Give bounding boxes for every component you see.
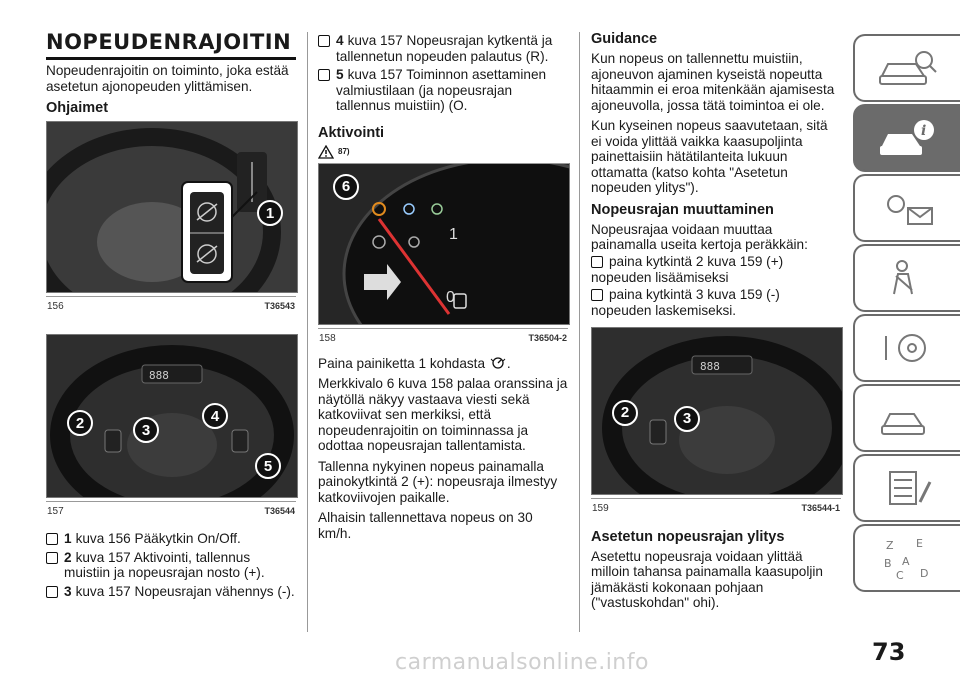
svg-text:D: D: [919, 567, 928, 580]
column-divider: [579, 32, 580, 632]
svg-text:i: i: [920, 123, 926, 139]
change-limit-paragraph: Nopeusrajaa voidaan muuttaa painamalla useita kertoja peräkkäin:: [591, 221, 808, 252]
figure-156: [46, 121, 298, 293]
guidance-paragraph-2: Kun kyseinen nopeus saavutetaan, sitä ei voida ylittää vaikka kaasupoljinta painettaisiin hätätilanteita lukuun ottamatta (katso kohta "Asetetun nopeuden ylitys").: [591, 118, 828, 195]
figure-callout-1: 1: [257, 200, 283, 226]
checklist-wrench-icon: [876, 466, 940, 510]
activation-paragraph-3: Tallenna nykyinen nopeus painamalla painokytkintä 2 (+): nopeusraja ilmestyy katkoviivojen paikalle.: [318, 458, 558, 505]
svg-text:A: A: [901, 555, 910, 568]
checkbox-bullet-icon: [318, 69, 330, 81]
list-item: paina kytkintä 2 kuva 159 (+): [591, 254, 841, 270]
svg-text:B: B: [883, 557, 892, 570]
checkbox-bullet-icon: [318, 35, 330, 47]
figure-callout-3: 3: [674, 406, 700, 432]
intro-text: Nopeudenrajoitin on toiminto, joka estää asetetun ajonopeuden ylittämisen.: [46, 63, 289, 94]
activation-paragraph-1: Paina painiketta 1 kohdasta .: [318, 355, 511, 371]
page-number: 73: [872, 638, 906, 666]
warning-triangle-icon: [318, 145, 334, 159]
warning-light-envelope-icon: [876, 186, 940, 230]
checkbox-bullet-icon: [46, 533, 58, 545]
list-item: 3 kuva 157 Nopeusrajan vähennys (-).: [46, 584, 296, 600]
chapter-tab-knowing-vehicle[interactable]: [853, 104, 960, 172]
svg-text:E: E: [915, 537, 923, 550]
column-divider: [307, 32, 308, 632]
figure-code: T36504-2: [528, 332, 567, 343]
figure-callout-3: 3: [133, 417, 159, 443]
column-3: [591, 30, 841, 616]
page-title: NOPEUDENRAJOITIN: [46, 30, 296, 60]
car-info-icon: [876, 116, 940, 160]
speed-limiter-symbol-icon: [489, 356, 507, 370]
svg-text:Z: Z: [885, 539, 894, 552]
list-item: 1 kuva 156 Pääkytkin On/Off.: [46, 531, 296, 547]
controls-heading: Ohjaimet: [46, 100, 109, 116]
chapter-tab-vehicle-overview[interactable]: [853, 34, 960, 102]
steering-wheel-key-icon: [876, 326, 940, 370]
guidance-heading: Guidance: [591, 31, 658, 47]
alphabet-index-icon: [876, 533, 940, 583]
list-item: 5 kuva 157 Toiminnon asettaminen valmiustilaan (ja nopeusrajan tallennus muistiin) (O.: [318, 67, 568, 114]
chapter-tab-lights-messages[interactable]: [853, 174, 960, 242]
car-search-icon: [876, 46, 940, 90]
figure-157-caption: [46, 501, 296, 517]
list-item: 2 kuva 157 Aktivointi, tallennus muistiin ja nopeusrajan nosto (+).: [46, 550, 296, 581]
guidance-paragraph-1: Kun nopeus on tallennettu muistiin, ajoneuvon ajaminen kyseistä nopeutta hitaammin ei eroa mitenkään ajamisesta ajoneuvolla, jossa tätä toimintoa ei ole.: [591, 51, 835, 113]
gauge-mark-one: 1: [449, 225, 458, 243]
controls-list: [46, 531, 296, 599]
figure-157: [46, 334, 298, 498]
checkbox-bullet-icon: [591, 289, 603, 301]
figure-156-caption: [46, 296, 296, 312]
checkbox-bullet-icon: [46, 552, 58, 564]
figure-code: T36544-1: [801, 502, 840, 513]
dashboard-display-readout: 888: [149, 369, 169, 382]
activation-heading: Aktivointi: [318, 124, 385, 141]
chapter-tab-starting-driving[interactable]: [853, 314, 960, 382]
figure-callout-6: 6: [333, 174, 359, 200]
dashboard-display-readout: 888: [700, 359, 720, 373]
figure-number: 159: [592, 502, 609, 514]
gauge-mark-zero: 0: [446, 288, 455, 306]
seatbelt-person-icon: [876, 256, 940, 300]
figure-callout-5: 5: [255, 453, 281, 479]
warning-reference: [318, 145, 568, 159]
activation-paragraph-4: Alhaisin tallennettava nopeus on 30 km/h.: [318, 510, 533, 541]
figure-callout-2: 2: [67, 410, 93, 436]
list-item-continuation: nopeuden lisäämiseksi: [591, 270, 729, 285]
chapter-tab-maintenance[interactable]: [853, 454, 960, 522]
figure-number: 156: [47, 301, 64, 312]
figure-158: [318, 163, 570, 325]
exceed-limit-heading: Asetetun nopeusrajan ylitys: [591, 528, 785, 545]
chapter-tab-index[interactable]: [853, 524, 960, 592]
chapter-tab-safety[interactable]: [853, 244, 960, 312]
change-limit-heading: Nopeusrajan muuttaminen: [591, 201, 774, 218]
figure-158-caption: [318, 328, 568, 344]
warning-note-number: 87): [338, 147, 350, 156]
checkbox-bullet-icon: [46, 586, 58, 598]
figure-code: T36544: [264, 506, 295, 516]
watermark: carmanualsonline.info: [395, 650, 649, 675]
list-item-continuation: nopeuden laskemiseksi.: [591, 303, 737, 318]
column-2: [318, 30, 568, 546]
list-item: paina kytkintä 3 kuva 159 (-): [591, 287, 841, 303]
figure-callout-2: 2: [612, 400, 638, 426]
figure-number: 158: [319, 332, 336, 344]
activation-paragraph-2: Merkkivalo 6 kuva 158 palaa oranssina ja näytöllä näkyy vastaava viesti sekä katkoviivat sen merkiksi, että nopeudenrajoitin on toiminnassa ja odottaa nopeusrajan tallentamista.: [318, 376, 568, 453]
figure-number: 157: [47, 506, 64, 517]
car-warning-icon: [876, 396, 940, 440]
column-1: [46, 30, 296, 602]
figure-callout-4: 4: [202, 403, 228, 429]
exceed-limit-paragraph: Asetettu nopeusraja voidaan ylittää milloin tahansa painamalla kaasupoljin jämäkästi kokonaan pohjaan ("vastuskohdan" ohi).: [591, 548, 823, 610]
figure-159-caption: [591, 498, 841, 514]
svg-text:C: C: [895, 569, 904, 582]
list-item: 4 kuva 157 Nopeusrajan kytkentä ja tallennetun nopeuden palautus (R).: [318, 33, 568, 64]
figure-159: [591, 327, 843, 495]
chapter-tab-emergency[interactable]: [853, 384, 960, 452]
figure-code: T36543: [264, 301, 295, 311]
checkbox-bullet-icon: [591, 256, 603, 268]
